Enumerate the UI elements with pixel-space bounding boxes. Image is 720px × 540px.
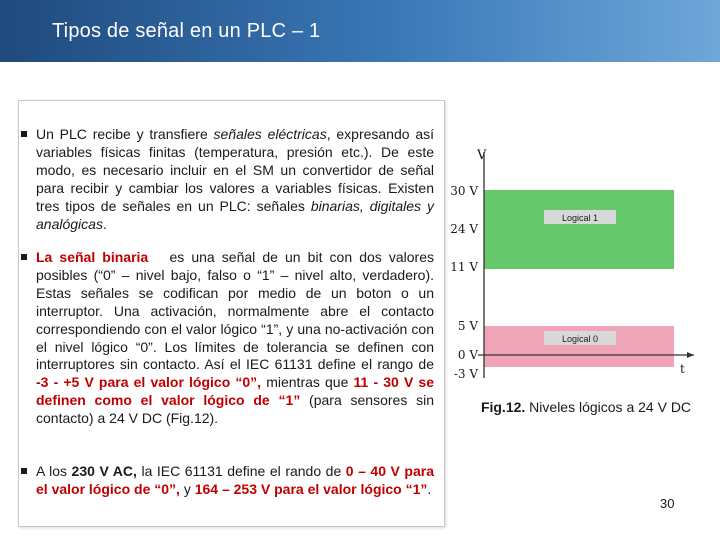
paragraph-1-text (36, 126, 434, 233)
para2-part4: mientras que (261, 374, 354, 391)
logical-1-region (484, 190, 674, 269)
para2-highlight-logic0: -3 - +5 V para el valor lógico “0”, (36, 374, 262, 391)
para3-part5: y (179, 480, 195, 497)
para3-bold-230v: 230 V AC, (71, 463, 137, 479)
figure-panel (448, 140, 702, 385)
para1-part5: . (102, 215, 107, 232)
para3-part7: . (427, 480, 432, 497)
para1-part3: , expresando así variables físicas finitas (temperatura, presión etc.). De este modo, es necesario incluir en el SM un convertidor de señal para recibir y cambiar los valores a variables físicas. Existen tres tipos de señales en un PLC: señales (36, 126, 434, 214)
slide-title: Tipos de señal en un PLC – 1 (52, 20, 321, 42)
para2-highlight-logic1: 11 - 30 V se definen como el valor lógico de “1” (36, 374, 434, 409)
para2-highlight-binaria: La señal binaria (36, 249, 149, 265)
para2-part2: es una señal de un bit con dos valores posibles (“0” – nivel bajo, falso o “1” – nivel alto, verdadero). Estas señales se codifican por medio de un boton o un interruptor. Una activación, normalmente abre el contacto correspondiendo con el valor lógico “1”, y una no-activación con el nivel lógico “0”. Los límites de tolerancia se definen con interruptores sin contacto. Así el IEC 61131 define el rango de (36, 249, 434, 373)
tick-label-30v: 30 V (450, 184, 478, 198)
tick-label-0v: 0 V (457, 348, 478, 362)
tick-label-minus3v: -3 V (453, 367, 478, 381)
voltage-axis-label: V (477, 148, 487, 163)
figure-caption (470, 398, 702, 416)
paragraph-2 (18, 249, 434, 428)
paragraph-1 (18, 126, 434, 233)
bullet-icon (21, 131, 27, 137)
time-axis-arrow-icon (687, 352, 694, 358)
paragraph-2-text (36, 249, 434, 428)
page-number: 30 (660, 496, 675, 511)
para3-part1: A los (36, 463, 72, 479)
paragraph-3-text (36, 463, 434, 499)
para1-part1: Un PLC recibe y transfiere (36, 126, 214, 142)
logic-levels-diagram (448, 140, 702, 385)
caption-text: Niveles lógicos a 24 V DC (525, 399, 692, 415)
caption-label: Fig.12. (480, 399, 526, 415)
para3-highlight-logic0: 0 – 40 V para el valor lógico de “0”, (36, 463, 434, 497)
para3-part3: la IEC 61131 define el rando de (136, 463, 346, 479)
para1-italic-2: binarias, digitales y analógicas (36, 197, 434, 232)
paragraph-3 (18, 463, 434, 499)
tick-label-24v: 24 V (450, 222, 478, 236)
logical-1-label: Logical 1 (561, 213, 599, 223)
bullet-icon (21, 254, 27, 260)
para2-part6: (para sensores sin contacto) a 24 V DC (Fig.12). (36, 392, 435, 427)
time-axis-label: t (680, 362, 685, 376)
logical-0-label: Logical 0 (561, 334, 599, 344)
bullet-icon (21, 468, 27, 474)
para1-italic-1: señales eléctricas (213, 126, 327, 142)
tick-label-5v: 5 V (457, 319, 478, 333)
para3-highlight-logic1: 164 – 253 V para el valor lógico “1” (194, 480, 428, 497)
tick-label-11v: 11 V (450, 260, 478, 274)
